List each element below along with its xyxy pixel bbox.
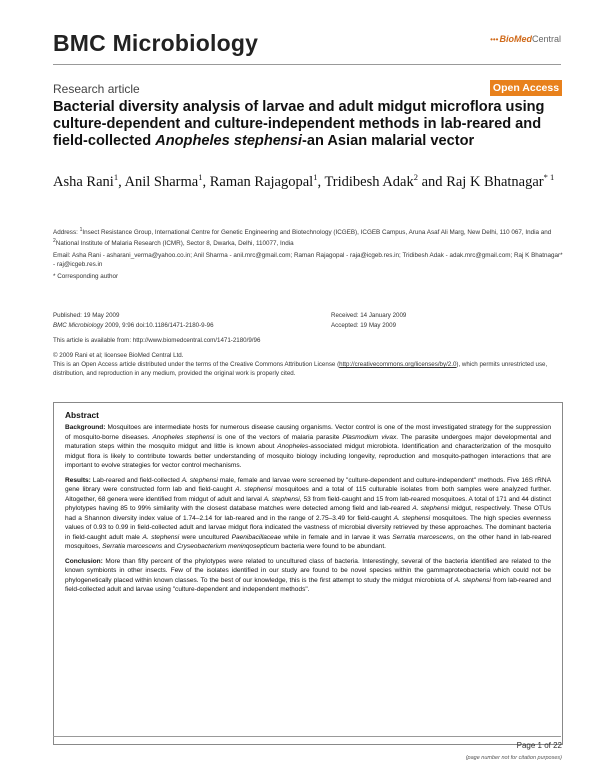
abstract-text: mosquitoes and a total of 115 culturable isolates from both samples were analyzed further. Altogether, 68 genera were identified from midgut of adult and larval <box>65 486 552 503</box>
affiliations <box>53 226 563 248</box>
abstract-text: while in female and in larvae it was <box>281 533 393 541</box>
publisher-dots-icon: ••• <box>490 35 499 44</box>
species-name: Anopheles stephensi <box>152 433 215 441</box>
author-name: Tridibesh Adak <box>324 173 414 190</box>
species-name: Paenibacillaceae <box>231 533 282 541</box>
citation-doi: 2009, 9:96 doi:10.1186/1471-2180-9-96 <box>103 322 214 329</box>
page-note: (page number not for citation purposes) <box>465 755 562 761</box>
article-title <box>53 99 563 150</box>
abstract-conclusion <box>65 557 551 595</box>
abstract-text: . The parasite undergoes major developmental and maturation steps within the mosquito midgut and little is known about <box>65 433 551 450</box>
open-access-badge: Open Access <box>490 80 562 96</box>
license-text: This is an Open Access article distributed under the terms of the Creative Commons Attribution License ( <box>53 361 340 368</box>
species-name: A. stephensi <box>454 576 491 584</box>
article-type: Research article <box>53 82 140 96</box>
author-separator: , <box>118 173 125 190</box>
abstract-text: , 53 from field-caught and 15 from lab-reared mosquitoes. A total of 171 and 44 distinct phylotypes having 85 to 99% similarity with the closest database matches were detected among field and lab-reared <box>65 495 552 512</box>
author-affiliation: 2 <box>413 172 418 182</box>
species-name: A. stephensi <box>235 486 273 493</box>
address-label: Address: <box>53 229 80 237</box>
affil-text: National Institute of Malaria Research (ICMR), Sector 8, Dwarka, Delhi, 110077, India <box>55 240 294 248</box>
citation <box>53 321 313 331</box>
published-date: Published: 19 May 2009 <box>53 312 120 319</box>
abstract-text: from lab-reared and field-collected adult and larvae using "culture-dependent and independent methods". <box>65 576 552 593</box>
address-block <box>53 226 563 284</box>
publisher-name-part2: Central <box>531 34 561 44</box>
license-text: ), which permits unrestricted use, distribution, and reproduction in any medium, provided the original work is properly cited. <box>53 361 548 377</box>
author-separator: and <box>418 173 447 190</box>
license <box>53 360 563 378</box>
abstract-text: -associated midgut microbiota. Identification and characterization of the mosquito midgut flora is likely to contribute towards better understanding of mosquito biology including longevity, reproduction and mosquito-pathogen interactions that are important to evolve strategies for vector control mechanisms. <box>65 443 551 469</box>
author-name: Anil Sharma <box>124 173 199 190</box>
author-name: Raman Rajagopal <box>209 173 314 190</box>
abstract-background <box>65 423 551 471</box>
abstract-heading: Abstract <box>65 410 99 420</box>
dates-meta <box>331 311 551 331</box>
affil-marker: 1 <box>79 227 83 233</box>
author-affiliation: 1 <box>113 172 119 182</box>
abstract-text: were uncultured <box>179 533 232 541</box>
accepted-date: Accepted: 19 May 2009 <box>331 322 397 329</box>
email-list[interactable]: Email: Asha Rani - asharani_verma@yahoo.co.in; Anil Sharma - anil.mrc@gmail.com; Raman Rajagopal - raja@icgeb.res.in; Tridibesh Adak - adak.mrc@gmail.com; Raj K Bhatnagar* - raj@icgeb.res.in <box>53 252 563 269</box>
publication-meta <box>53 311 313 331</box>
abstract-text: and <box>162 543 177 550</box>
page-number: Page 1 of 22 <box>516 741 562 750</box>
license-link[interactable]: http://creativecommons.org/licenses/by/2.0 <box>339 361 457 368</box>
copyright: © 2009 Rani et al; licensee BioMed Central Ltd. <box>53 352 184 359</box>
author-separator: , <box>317 173 325 190</box>
abstract-text: Mosquitoes are intermediate hosts for numerous disease causing organisms. Vector control is one of the most investigated strategy for the suppression of mosquito-borne diseases. <box>65 424 551 441</box>
corresponding-note: * Corresponding author <box>53 273 119 281</box>
copyright-block <box>53 351 563 378</box>
species-name: Serratia marcescens <box>392 533 454 541</box>
abstract-text: mosquitoes. The high species evenness values of 0.93 to 0.99 in field-collected adult and larvae midgut flora indicated the vastness of microbial diversity retrieved by these approaches. The dominant bacteria in field-caught adult male <box>65 514 551 541</box>
author-list <box>53 168 563 191</box>
abstract-text: um bacteria were found to be abundant. <box>270 543 387 550</box>
abstract-text: , on the other hand in lab-reared mosquitoes, <box>65 533 551 550</box>
section-label: Background: <box>65 424 106 431</box>
article-url[interactable]: This article is available from: http://www.biomedcentral.com/1471-2180/9/96 <box>53 337 261 344</box>
section-label: Results: <box>65 476 91 484</box>
abstract-box <box>53 402 563 745</box>
title-text-2: -an Asian malarial vector <box>301 133 475 149</box>
author-affiliation: 1 <box>313 172 318 182</box>
affil-marker: 2 <box>53 238 56 245</box>
affil-text: Insect Resistance Group, International Centre for Genetic Engineering and Biotechnology (ICGEB), ICGEB Campus, Aruna Asaf Ali Marg, New Delhi, 110 067, India and <box>82 229 552 237</box>
species-name: Serratia marcescens <box>102 543 163 550</box>
species-name: A. stephensi <box>263 495 300 503</box>
species-name: A. stephensi <box>181 476 218 484</box>
journal-title: BMC Microbiology <box>53 30 259 56</box>
author-affiliation: 1 <box>198 172 203 182</box>
author-separator: , <box>202 173 210 190</box>
abstract-text: Lab-reared and field-collected <box>90 476 182 484</box>
author-name: Asha Rani <box>53 173 114 190</box>
journal-header <box>53 28 561 62</box>
species-name: A. stephensi <box>412 505 449 512</box>
species-name: A. stephensi <box>393 514 431 522</box>
author-name: Raj K Bhatnagar <box>446 173 544 190</box>
received-date: Received: 14 January 2009 <box>331 312 407 319</box>
species-name: A. stephensi <box>142 533 180 541</box>
citation-journal: BMC Microbiology <box>53 322 104 329</box>
abstract-text: male, female and larvae were screened by "culture-dependent and culture-independent" methods. Five 16S rRNA gene library were constructed form lab and field-caught <box>65 476 552 493</box>
title-text-1: Bacterial diversity analysis of larvae and adult midgut microflora using culture-dependent and culture-independent methods in lab-reared and field-collected <box>53 99 545 149</box>
species-name: Cryseobacterium meninqoseptic <box>176 543 271 550</box>
footer-divider <box>53 736 561 737</box>
title-species: Anopheles stephensi <box>155 133 302 149</box>
abstract-text: More than fifty percent of the phylotypes were related to uncultured class of bacteria. Interestingly, several of the bacteria identified are related to the known symbionts in other insects. Few of the isolates identified in our study are found to be novel species within the gammaproteobacteria which could not be phylogenetically placed within known classes. To the best of our knowledge, this is the first attempt to study the midgut microbiota of <box>65 557 551 584</box>
author-affiliation: * 1 <box>543 172 555 182</box>
species-name: Plasmodium vivax <box>342 433 397 441</box>
species-name: Anopheles <box>277 443 309 450</box>
header-divider <box>53 64 561 65</box>
publisher-logo <box>490 34 561 44</box>
abstract-results <box>65 476 551 552</box>
abstract-text: midgut, respectively. These OTUs had a Shannon diversity index value of 1.74–2.14 for lab-reared and in the range of 2.75–3.49 for field-caught <box>65 505 552 522</box>
abstract-text: is one of the vectors of malaria parasite <box>214 433 343 441</box>
publisher-name-part1: BioMed <box>499 34 532 44</box>
section-label: Conclusion: <box>65 557 103 565</box>
